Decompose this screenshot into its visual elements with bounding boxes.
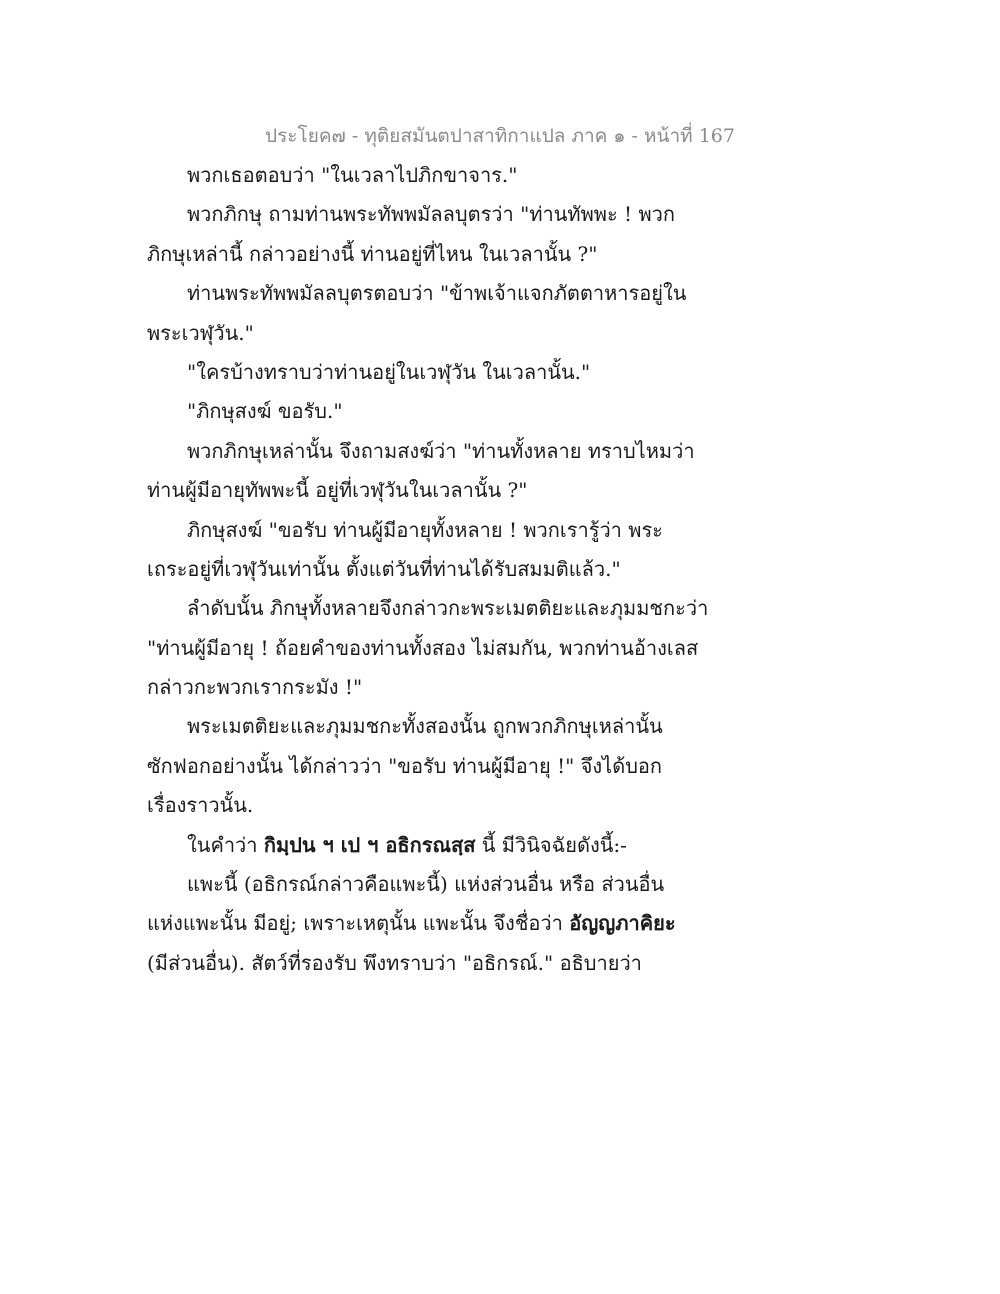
text-line — [147, 826, 727, 865]
text-line: ท่านผู้มีอายุทัพพะนี้ อยู่ที่เวฬุวันในเวลานั้น ?" — [147, 478, 528, 503]
text-line: ซักฟอกอย่างนั้น ได้กล่าวว่า "ขอรับ ท่านผู้มีอายุ !" จึงได้บอก — [147, 753, 663, 778]
bold-term: อัญญภาคิยะ — [569, 911, 676, 936]
text-line: เรื่องราวนั้น. — [147, 793, 254, 818]
text-line: (มีส่วนอื่น). สัตว์ที่รองรับ พึงทราบว่า "อธิกรณ์." อธิบายว่า — [147, 950, 642, 975]
text-segment: แห่งแพะนั้น มีอยู่; เพราะเหตุนั้น แพะนั้น จึงชื่อว่า — [147, 911, 570, 936]
text-line: เถระอยู่ที่เวฬุวันเท่านั้น ตั้งแต่วันที่ท่านได้รับสมมติแล้ว." — [147, 556, 621, 581]
text-segment: นี้ มีวินิจฉัยดังนี้:- — [475, 832, 627, 857]
text-line: พวกภิกษุเหล่านั้น จึงถามสงฆ์ว่า "ท่านทั้งหลาย ทราบไหมว่า — [187, 438, 695, 463]
text-line: ท่านพระทัพพมัลลบุตรตอบว่า "ข้าพเจ้าแจกภัตตาหารอยู่ใน — [187, 281, 687, 306]
text-line: พวกภิกษุ ถามท่านพระทัพพมัลลบุตรว่า "ท่านทัพพะ ! พวก — [187, 202, 675, 227]
text-line: ภิกษุเหล่านี้ กล่าวอย่างนี้ ท่านอยู่ที่ไหน ในเวลานั้น ?" — [147, 241, 598, 266]
text-line: กล่าวกะพวกเรากระมัง !" — [147, 675, 363, 700]
text-line: ภิกษุสงฆ์ "ขอรับ ท่านผู้มีอายุทั้งหลาย ! พวกเรารู้ว่า พระ — [187, 517, 663, 542]
text-line: แพะนี้ (อธิกรณ์กล่าวคือแพะนี้) แห่งส่วนอื่น หรือ ส่วนอื่น — [187, 872, 665, 897]
text-line: "ใครบ้างทราบว่าท่านอยู่ในเวฬุวัน ในเวลานั้น." — [187, 359, 591, 384]
text-line: พวกเธอตอบว่า "ในเวลาไปภิกขาจาร." — [187, 163, 518, 187]
text-segment: ในคำว่า — [187, 832, 264, 857]
body-text — [147, 156, 727, 983]
page-header: ประโยค๗ - ทุติยสมันตปาสาทิกาแปล ภาค ๑ - หน้าที่ 167 — [265, 125, 735, 147]
text-line: "ท่านผู้มีอายุ ! ถ้อยคำของท่านทั้งสอง ไม่สมกัน, พวกท่านอ้างเลส — [147, 635, 699, 660]
text-line: "ภิกษุสงฆ์ ขอรับ." — [187, 399, 343, 424]
text-line: พระเมตติยะและภุมมชกะทั้งสองนั้น ถูกพวกภิกษุเหล่านั้น — [187, 714, 663, 739]
text-line: ลำดับนั้น ภิกษุทั้งหลายจึงกล่าวกะพระเมตติยะและภุมมชกะว่า — [187, 596, 709, 621]
text-line: พระเวฬุวัน." — [147, 320, 254, 345]
bold-term: กิมฺปน ฯ เป ฯ อธิกรณสฺส — [263, 832, 476, 857]
text-line — [147, 904, 727, 943]
